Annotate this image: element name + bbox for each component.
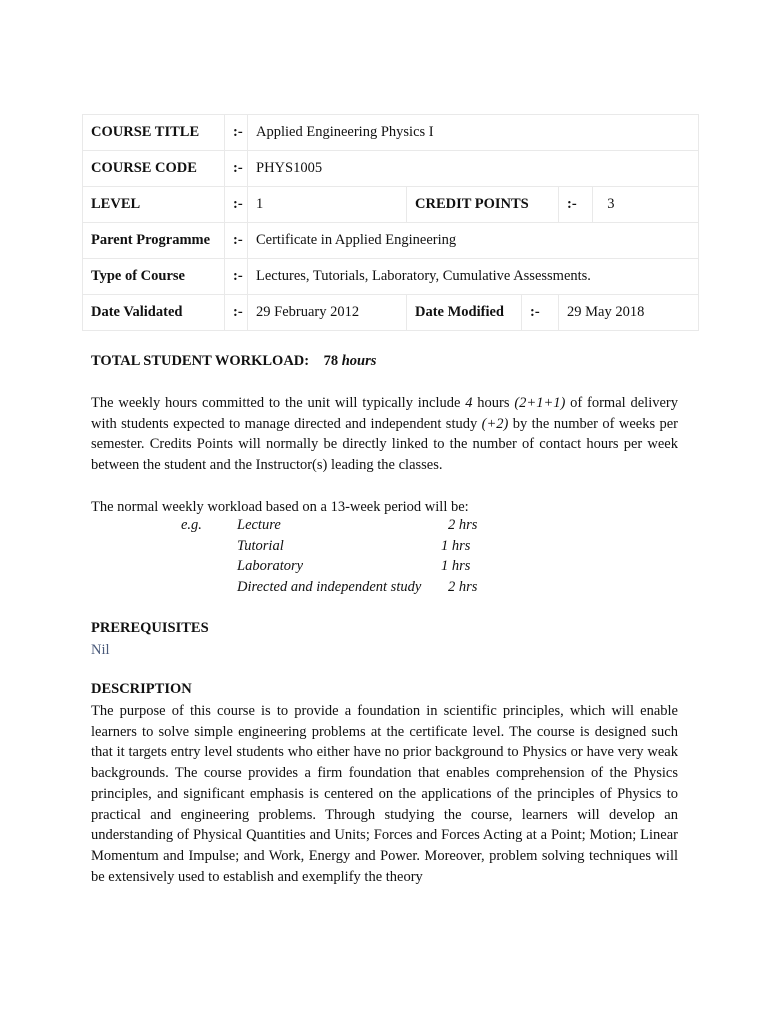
eg-label: e.g. [181, 517, 202, 533]
workload-text-2: hours [472, 395, 515, 411]
description-heading: DESCRIPTION [91, 681, 192, 697]
workload-activity-directed-study: Directed and independent study [237, 579, 422, 595]
workload-text-1: The weekly hours committed to the unit will typically include [91, 395, 466, 411]
date-validated-label: Date Validated [83, 295, 225, 331]
workload-activity-laboratory: Laboratory [237, 558, 304, 574]
course-code-value: PHYS1005 [248, 151, 699, 187]
type-of-course-row [83, 259, 699, 295]
type-of-course-value: Lectures, Tutorials, Laboratory, Cumulative Assessments. [248, 259, 699, 295]
workload-hours-tutorial: 1 hrs [441, 538, 471, 554]
normal-workload-intro: The normal weekly workload based on a 13-week period will be: [91, 499, 469, 515]
workload-hours-breakdown: (2+1+1) [514, 395, 566, 411]
course-title-value: Applied Engineering Physics I [248, 115, 699, 151]
workload-hours-laboratory: 1 hrs [441, 558, 471, 574]
level-separator: :- [225, 187, 248, 223]
date-validated-value: 29 February 2012 [248, 295, 407, 331]
course-title-separator: :- [225, 115, 248, 151]
description-paragraph: The purpose of this course is to provide a foundation in scientific principles, which will enable learners to solve simple engineering problems at the certificate level. The course is designed such that it targets entry level students who either have no prior background to Physics or have very weak backgrounds. The course provides a firm foundation that enables comprehension of the Physics principles, and significant emphasis is centered on the applications of the principles of Physics to practical and engineering problems. Through studying the course, learners will develop an understanding of Physical Quantities and Units; Forces and Forces Acting at a Point; Motion; Linear Momentum and Impulse; and Work, Energy and Power. Moreover, problem solving techniques will be extensively used to establish and exemplify the theory [91, 703, 678, 885]
workload-independent-figure: (+2) [481, 415, 509, 432]
date-modified-cell [407, 295, 559, 331]
course-title-label: COURSE TITLE [83, 115, 225, 151]
parent-programme-value: Certificate in Applied Engineering [248, 223, 699, 259]
course-code-label: COURSE CODE [83, 151, 225, 187]
date-modified-separator: :- [530, 303, 540, 320]
workload-activity-lecture: Lecture [237, 517, 281, 533]
workload-text-4: by the number of weeks per semester. Credits Points will normally be directly linked to the number of contact hours per week between the student and the Instructor(s) leading the classes. [91, 415, 679, 474]
course-info-table [82, 114, 699, 331]
date-modified-value: 29 May 2018 [559, 295, 699, 331]
date-modified-label: Date Modified [415, 303, 504, 320]
prerequisites-value: Nil [91, 642, 110, 658]
type-of-course-label: Type of Course [83, 259, 225, 295]
workload-hours-lecture: 2 hrs [448, 517, 478, 533]
date-validated-separator: :- [225, 295, 248, 331]
credit-points-cell [559, 187, 699, 223]
level-row [83, 187, 699, 223]
dates-row [83, 295, 699, 331]
parent-programme-row [83, 223, 699, 259]
course-code-row [83, 151, 699, 187]
level-label: LEVEL [83, 187, 225, 223]
type-of-course-separator: :- [225, 259, 248, 295]
credit-points-value: 3 [607, 195, 615, 212]
workload-hours-figure: 4 [465, 395, 473, 411]
workload-activity-tutorial: Tutorial [237, 538, 284, 554]
credit-points-label: CREDIT POINTS [407, 187, 559, 223]
course-title-row [83, 115, 699, 151]
parent-programme-label: Parent Programme [83, 223, 225, 259]
workload-heading-label: TOTAL STUDENT WORKLOAD: [91, 353, 310, 369]
workload-hours-number: 78 [323, 353, 339, 369]
workload-paragraph [91, 393, 678, 476]
workload-heading [91, 353, 376, 370]
workload-hours-directed-study: 2 hrs [448, 579, 478, 595]
workload-text-3: of formal delivery with students expected to manage directed and independent study [91, 395, 678, 432]
prerequisites-heading: PREREQUISITES [91, 620, 209, 636]
credit-points-separator: :- [567, 195, 577, 212]
level-value: 1 [248, 187, 407, 223]
course-code-separator: :- [225, 151, 248, 187]
parent-programme-separator: :- [225, 223, 248, 259]
workload-hours-unit: hours [341, 353, 377, 369]
